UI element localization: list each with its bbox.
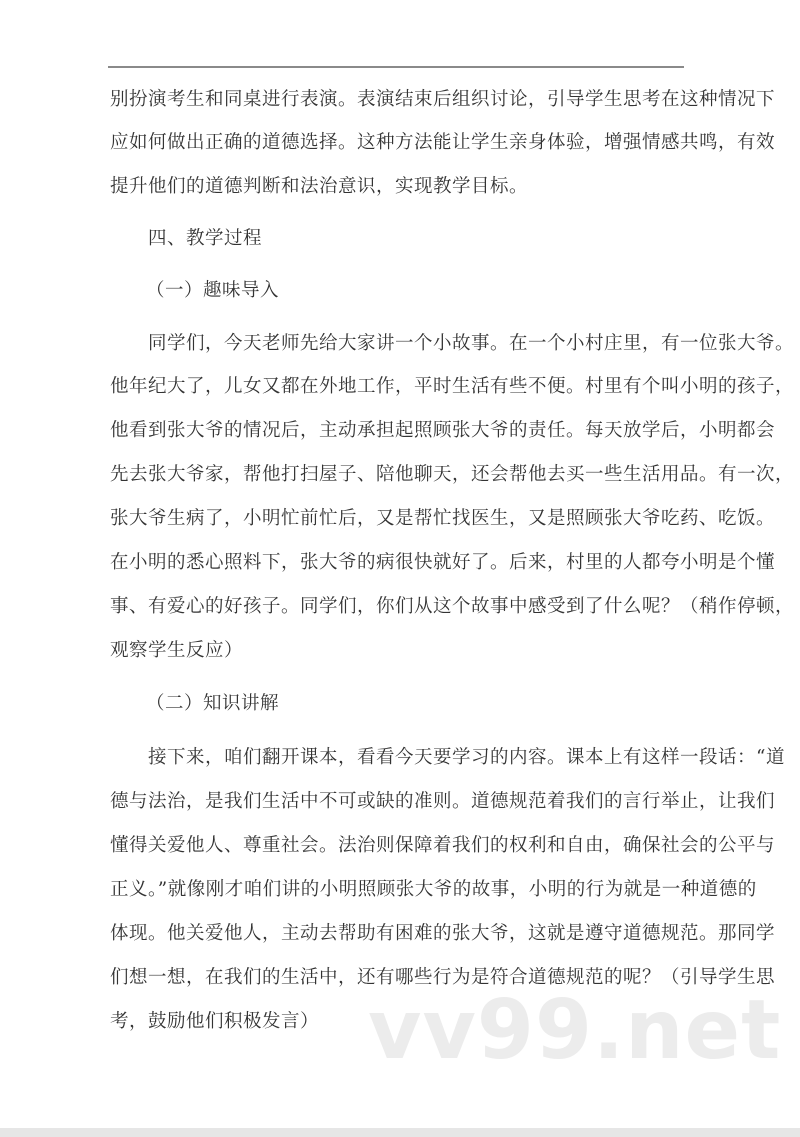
text-line: 提升他们的道德判断和法治意识，实现教学目标。 xyxy=(110,176,529,197)
text-line: 先去张大爷家，帮他打扫屋子、陪他聊天，还会帮他去买一些生活用品。有一次， xyxy=(110,464,795,485)
text-line: 正义。”就像刚才咱们讲的小明照顾张大爷的故事，小明的行为就是一种道德的 xyxy=(110,879,757,900)
text-line: 观察学生反应） xyxy=(110,640,244,661)
text-line: 德与法治，是我们生活中不可或缺的准则。道德规范着我们的言行举止，让我们 xyxy=(110,791,776,812)
text-line: 别扮演考生和同桌进行表演。表演结束后组织讨论，引导学生思考在这种情况下 xyxy=(110,89,776,110)
text-line: 们想一想，在我们的生活中，还有哪些行为是符合道德规范的呢？（引导学生思 xyxy=(110,967,776,988)
text-line: 同学们，今天老师先给大家讲一个小故事。在一个小村庄里，有一位张大爷。 xyxy=(148,333,795,354)
text-line: 他看到张大爷的情况后，主动承担起照顾张大爷的责任。每天放学后，小明都会 xyxy=(110,420,776,441)
subsection-heading: （一）趣味导入 xyxy=(146,280,280,301)
text-line: 体现。他关爱他人，主动去帮助有困难的张大爷，这就是遵守道德规范。那同学 xyxy=(110,923,776,944)
header-rule xyxy=(108,66,684,68)
subsection-heading: （二）知识讲解 xyxy=(146,693,280,714)
section-heading: 四、教学过程 xyxy=(148,228,263,249)
text-line: 应如何做出正确的道德选择。这种方法能让学生亲身体验，增强情感共鸣，有效 xyxy=(110,132,776,153)
text-line: 接下来，咱们翻开课本，看看今天要学习的内容。课本上有这样一段话：“道 xyxy=(148,747,785,768)
text-line: 懂得关爱他人、尊重社会。法治则保障着我们的权利和自由，确保社会的公平与 xyxy=(110,835,776,856)
text-line: 他年纪大了，儿女又都在外地工作，平时生活有些不便。村里有个叫小明的孩子， xyxy=(110,376,795,397)
page-bottom-edge xyxy=(0,1128,800,1137)
text-line: 考，鼓励他们积极发言） xyxy=(110,1011,320,1032)
text-line: 在小明的悉心照料下，张大爷的病很快就好了。后来，村里的人都夸小明是个懂 xyxy=(110,552,776,573)
text-line: 张大爷生病了，小明忙前忙后，又是帮忙找医生，又是照顾张大爷吃药、吃饭。 xyxy=(110,508,776,529)
text-line: 事、有爱心的好孩子。同学们，你们从这个故事中感受到了什么呢？（稍作停顿， xyxy=(110,596,795,617)
watermark: vv99.net xyxy=(368,983,782,1078)
